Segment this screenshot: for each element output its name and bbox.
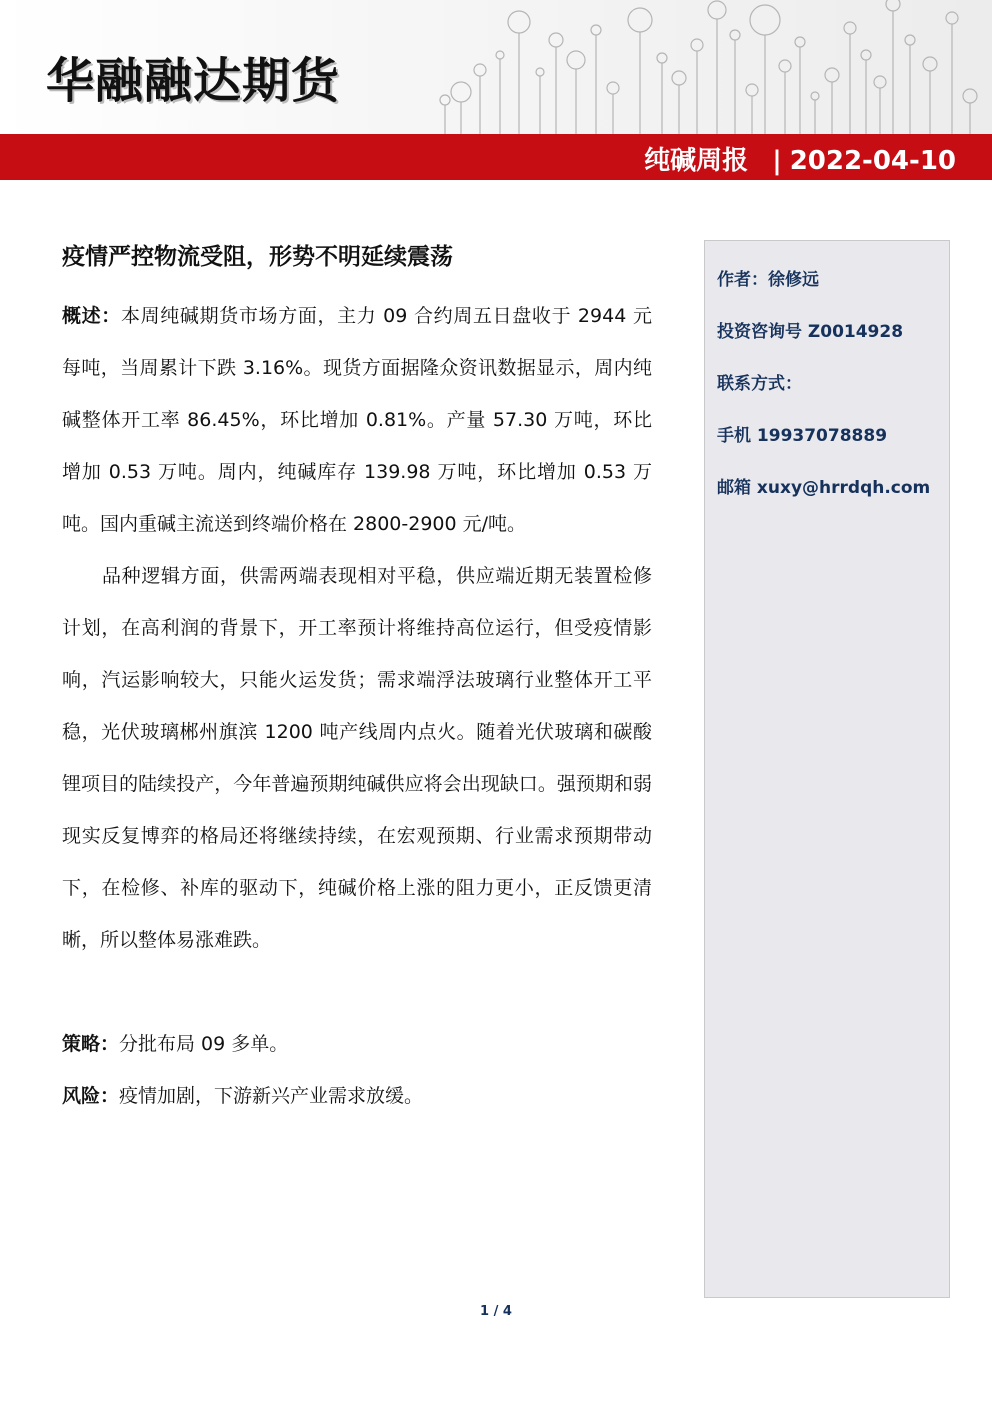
- author-sidebar: [704, 240, 950, 1298]
- risk-text: 疫情加剧，下游新兴产业需求放缓。: [119, 1085, 424, 1107]
- article-headline: 疫情严控物流受阻，形势不明延续震荡: [62, 244, 453, 270]
- strategy-paragraph: [62, 1018, 652, 1070]
- phone-number: 手机 19937078889: [717, 426, 888, 446]
- risk-paragraph: [62, 1070, 652, 1122]
- report-title: [644, 140, 956, 177]
- company-logo: 华融融达期货: [46, 53, 341, 109]
- paragraph-spacer: [62, 966, 652, 1018]
- summary-label: 概述：: [62, 305, 121, 327]
- email-address[interactable]: 邮箱 xuxy@hrrdqh.com: [717, 478, 931, 498]
- report-type: 纯碱周报: [644, 146, 749, 176]
- strategy-text: 分批布局 09 多单。: [119, 1033, 289, 1055]
- logic-paragraph: 品种逻辑方面，供需两端表现相对平稳，供应端近期无装置检修计划，在高利润的背景下，开工率预计将维持高位运行，但受疫情影响，汽运影响较大，只能火运发货；需求端浮法玻璃行业整体开工平稳，光伏玻璃郴州旗滨 1200 吨产线周内点火。随着光伏玻璃和碳酸锂项目的陆续投产，今年普遍预期纯碱供应将会出现缺口。强预期和弱现实反复博弈的格局还将继续持续，在宏观预期、行业需求预期带动下，在检修、补库的驱动下，纯碱价格上涨的阻力更小，正反馈更清晰，所以整体易涨难跌。: [62, 565, 652, 951]
- title-separator: |: [772, 146, 782, 176]
- risk-label: 风险：: [62, 1085, 120, 1107]
- report-title-bar: [0, 134, 992, 180]
- contact-label: 联系方式：: [717, 374, 802, 394]
- summary-paragraph: [62, 290, 652, 550]
- page-header: [0, 0, 992, 134]
- page-number: 1 / 4: [480, 1304, 512, 1319]
- report-date: 2022-04-10: [789, 146, 956, 176]
- author-name: 作者：徐修远: [717, 270, 819, 290]
- strategy-label: 策略：: [62, 1033, 120, 1055]
- license-number: 投资咨询号 Z0014928: [717, 322, 904, 342]
- article-body: [62, 290, 652, 1122]
- summary-text: 本周纯碱期货市场方面，主力 09 合约周五日盘收于 2944 元每吨，当周累计下跌 3.16%。现货方面据隆众资讯数据显示，周内纯碱整体开工率 86.45%，环比增加 0.81%。产量 57.30 万吨，环比增加 0.53 万吨。周内，纯碱库存 139.98 万吨，环比增加 0.53 万吨。国内重碱主流送到终端价格在 2800-2900 元/吨。: [62, 305, 652, 535]
